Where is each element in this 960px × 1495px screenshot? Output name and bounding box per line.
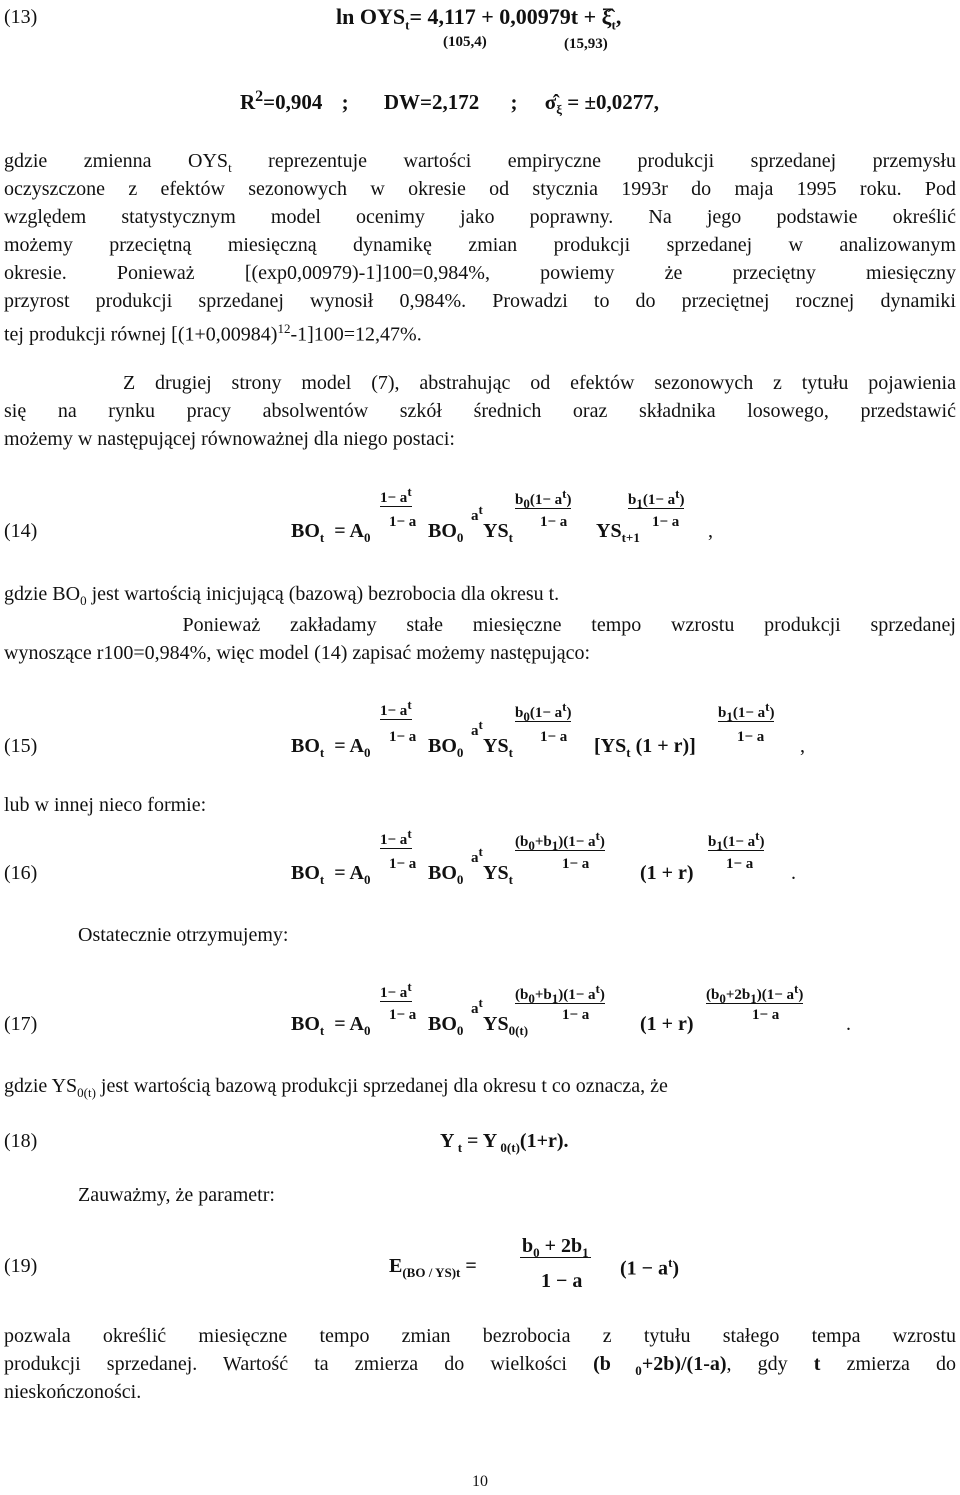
eq13-body: $\ln OYS_t= 4,117 + 0,00979t$ + $\xî_t$, — [336, 4, 622, 33]
eq19-label: (19) — [4, 1255, 38, 1277]
paragraph-4 — [4, 611, 956, 667]
eq14-label: (14) — [4, 520, 38, 542]
text-line: gdzie zmienna $OYS_t$ reprezentuje wartości empiryczne produkcji sprzedanej przemysłu — [4, 150, 956, 175]
eq16-label: (16) — [4, 862, 38, 884]
text-line: względem statystycznym model ocenimy jako poprawny. Na jego podstawie określić — [4, 206, 956, 228]
text-zauwazmy: Zauważmy, że parametr: — [78, 1184, 275, 1206]
paragraph-5: gdzie $YS_{0(t)}$ jest wartością bazową produkcji sprzedanej dla okresu t co oznacza, że — [4, 1075, 668, 1100]
paragraph-2 — [4, 369, 956, 453]
text-line: możemy w następującej równoważnej dla niego postaci: — [4, 428, 455, 450]
text-line: tej produkcji równej $[(1+0,00984)^{12}-1]100=12,47\%$. — [4, 321, 422, 346]
text-line: się na rynku pracy absolwentów szkół średnich oraz składnika losowego, przedstawić — [4, 400, 956, 422]
text-line: możemy przeciętną miesięczną dynamikę zmian produkcji sprzedanej w analizowanym — [4, 234, 956, 256]
eq13-tstat-1: (105,4) — [443, 34, 487, 50]
text-line: Ponieważ zakładamy stałe miesięczne tempo wzrostu produkcji sprzedanej — [4, 614, 956, 636]
text-line: Z drugiej strony model (7), abstrahując od efektów sezonowych z tytułu pojawienia — [4, 372, 956, 394]
text-line: oczyszczone z efektów sezonowych w okresie od stycznia 1993r do maja 1995 roku. Pod — [4, 178, 956, 200]
text-line: okresie. Ponieważ [(exp0,00979)-1]100=0,984%, powiemy że przeciętny miesięczny — [4, 262, 956, 284]
eq18-label: (18) — [4, 1130, 38, 1152]
eq13-tstat-2: (15,93) — [564, 36, 608, 52]
regression-stats: $R^2=0,904$ ; DW=2,172 ; $\sigmâ_\xi = \pm 0,0277$, — [240, 88, 660, 118]
eq17-label: (17) — [4, 1013, 38, 1035]
paragraph-1 — [4, 147, 956, 346]
text-line: produkcji sprzedanej. Wartość ta zmierza do wielkości (b $_0$+2b)/(1-a), gdy t zmierza do — [4, 1353, 957, 1378]
text-line: pozwala określić miesięczne tempo zmian bezrobocia z tytułu stałego tempa wzrostu — [4, 1325, 956, 1347]
paragraph-6 — [4, 1322, 956, 1406]
text-line: przyrost produkcji sprzedanej wynosił 0,984%. Prowadzi to do przeciętnej rocznej dynamiki — [4, 290, 956, 312]
text-line: nieskończoności. — [4, 1381, 142, 1403]
page-number: 10 — [472, 1473, 488, 1490]
paragraph-3: gdzie $BO_0$ jest wartością inicjującą (bazową) bezrobocia dla okresu t. — [4, 583, 560, 608]
text-line: wynoszące r100=0,984%, więc model (14) zapisać możemy następująco: — [4, 642, 591, 664]
text-lub: lub w innej nieco formie: — [4, 794, 207, 816]
eq15-label: (15) — [4, 735, 38, 757]
eq18-formula: Y $_t$ = Y $_{0(t)}$(1+r). — [440, 1130, 569, 1155]
text-ostatecznie: Ostatecznie otrzymujemy: — [78, 924, 289, 946]
eq13-label: (13) — [4, 6, 38, 28]
